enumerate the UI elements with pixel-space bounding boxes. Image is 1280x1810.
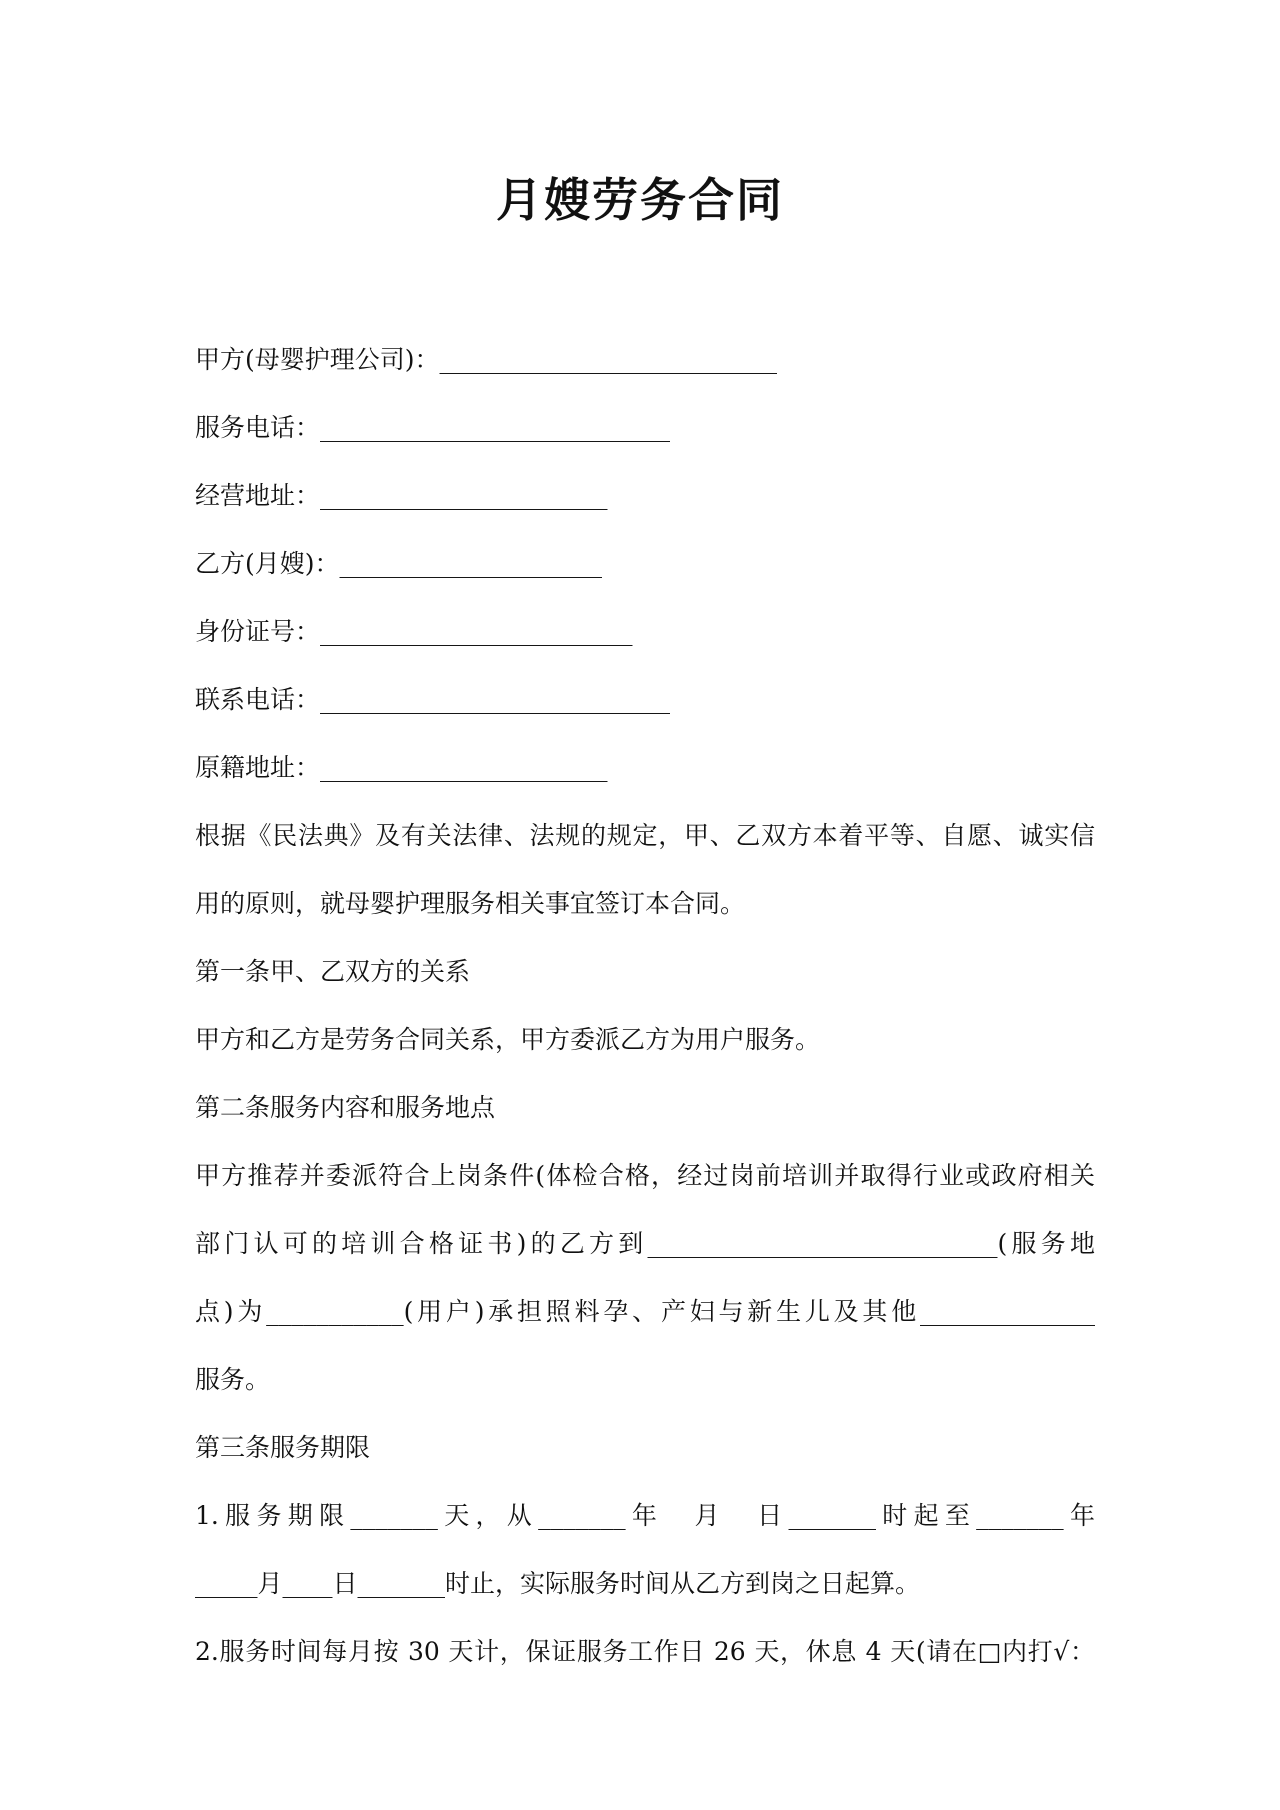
article-1-heading: 第一条甲、乙双方的关系 [195,957,471,986]
article-3-item-1-line-1: 1.服务期限_______天，从_______年 月 日_______时起至_______年 [195,1501,1095,1530]
article-3-item-1-line-2: _____月____日_______时止，实际服务时间从乙方到岗之日起算。 [195,1569,921,1598]
article-2-text-line-2: 部门认可的培训合格证书)的乙方到____________________________(服务地 [195,1229,1095,1258]
document-title: 月嫂劳务合同 [496,173,784,227]
party-b-line: 乙方(月嫂)：_____________________ [195,549,603,578]
service-phone-line: 服务电话：____________________________ [195,413,671,442]
article-2-heading: 第二条服务内容和服务地点 [195,1093,496,1122]
origin-address-line: 原籍地址：_______________________ [195,753,608,782]
preamble-line-2: 用的原则，就母婴护理服务相关事宜签订本合同。 [195,889,746,918]
article-2-text-line-3: 点)为___________(用户)承担照料孕、产妇与新生儿及其他______________ [195,1297,1095,1326]
article-3-item-2-line-1: 2.服务时间每月按 30 天计，保证服务工作日 26 天，休息 4 天(请在□内打√： [195,1637,1095,1666]
business-address-line: 经营地址：_______________________ [195,481,608,510]
contact-phone-line: 联系电话：____________________________ [195,685,671,714]
id-number-line: 身份证号：_________________________ [195,617,633,646]
article-2-text-line-1: 甲方推荐并委派符合上岗条件(体检合格，经过岗前培训并取得行业或政府相关 [195,1161,1095,1190]
article-2-text-line-4: 服务。 [195,1365,271,1394]
party-a-line: 甲方(母婴护理公司)：___________________________ [195,345,778,374]
article-1-text: 甲方和乙方是劳务合同关系，甲方委派乙方为用户服务。 [195,1025,821,1054]
article-3-heading: 第三条服务期限 [195,1433,371,1462]
preamble-line-1: 根据《民法典》及有关法律、法规的规定，甲、乙双方本着平等、自愿、诚实信 [195,821,1095,850]
